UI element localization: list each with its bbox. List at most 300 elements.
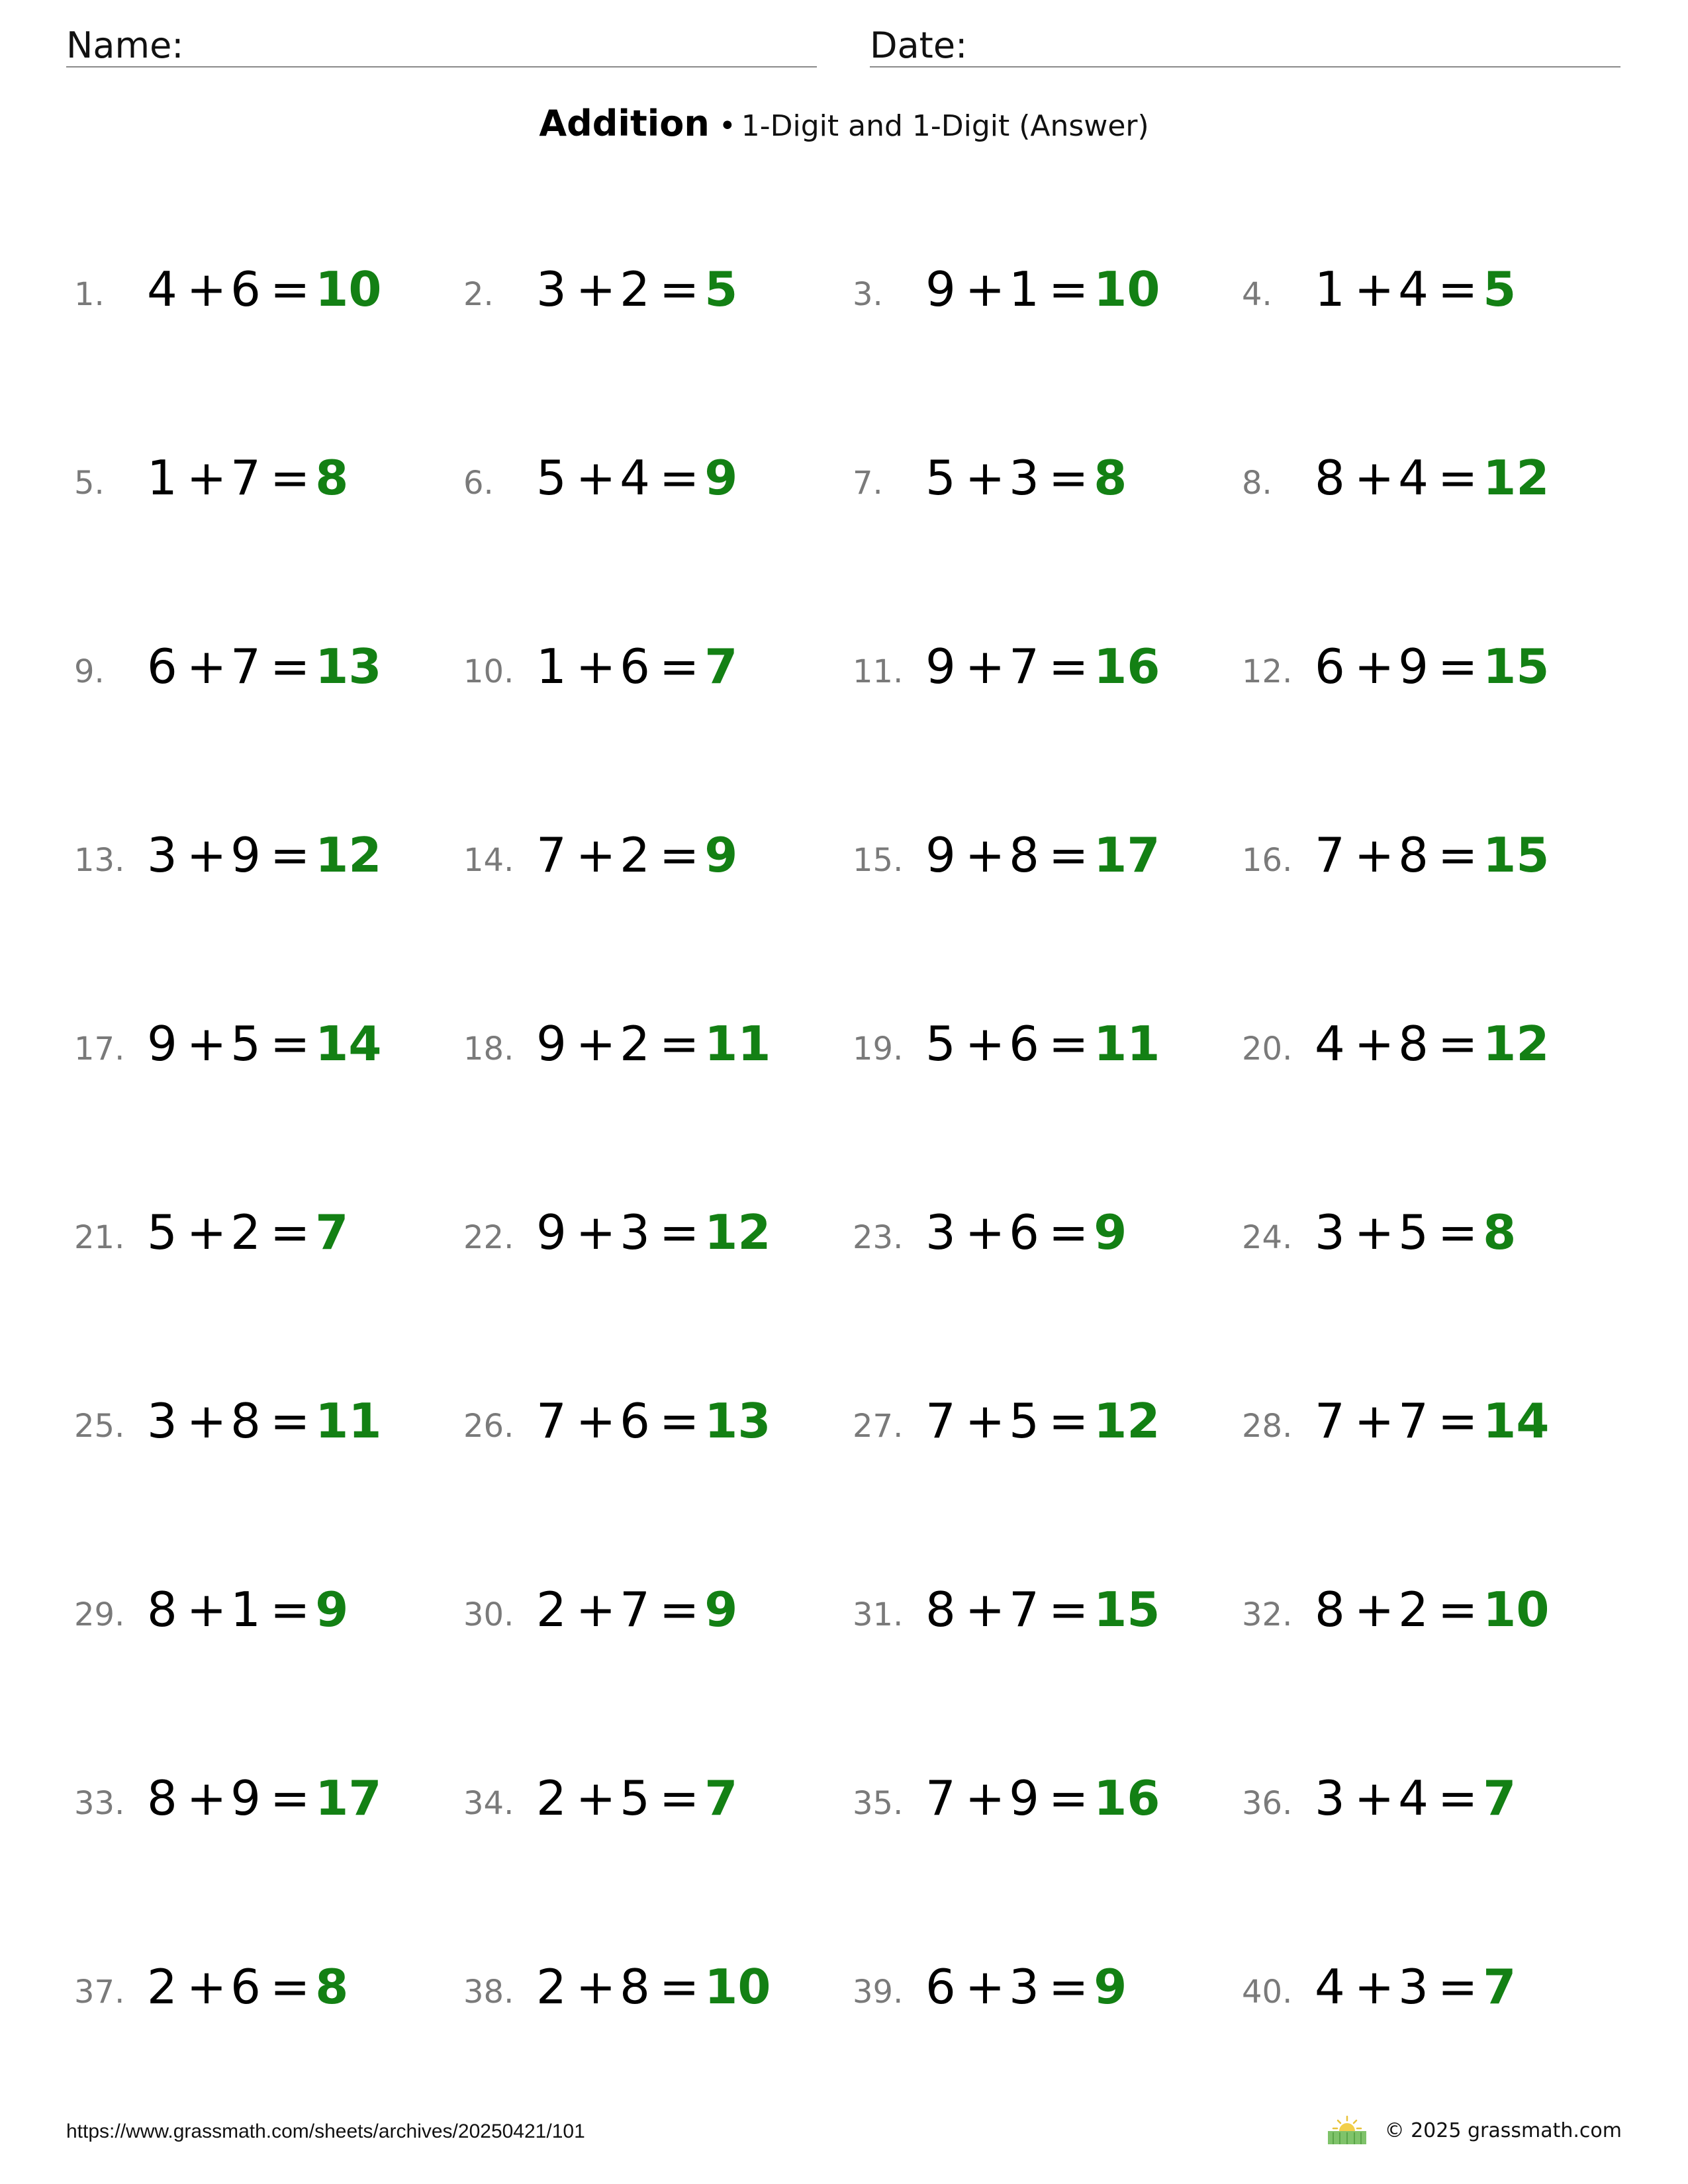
operand-a: 3 [925,1205,956,1260]
problem-number: 19. [853,1030,904,1068]
problem-item [463,1582,834,1641]
operand-b: 6 [230,1959,261,2015]
answer: 11 [704,1016,771,1071]
plus-sign: + [575,1393,616,1449]
operand-b: 2 [620,827,650,883]
problem-item [463,1205,834,1264]
problem-expression [925,1016,1160,1071]
operand-b: 3 [620,1205,650,1260]
problem-expression [925,827,1160,883]
problem-expression [925,1582,1160,1637]
operand-a: 3 [536,261,567,317]
plus-sign: + [575,639,616,694]
problem-item [74,450,445,510]
operand-b: 7 [1398,1393,1429,1449]
operand-a: 4 [1315,1959,1345,2015]
answer: 15 [1483,639,1550,694]
problem-expression [925,1959,1127,2015]
problem-item [74,1393,445,1453]
operand-b: 4 [1398,1770,1429,1826]
problem-expression [1315,261,1517,317]
equals-sign: = [1437,1582,1478,1637]
answer: 17 [1094,827,1160,883]
operand-a: 6 [1315,639,1345,694]
answer: 10 [1094,261,1160,317]
problem-item [463,1959,834,2019]
answer: 15 [1094,1582,1160,1637]
problem-item [1242,1205,1613,1264]
problem-expression [925,1770,1160,1826]
problem-number: 12. [1242,653,1293,690]
answer: 15 [1483,827,1550,883]
problem-number: 37. [74,1974,125,2011]
problem-expression [925,639,1160,694]
problem-number: 36. [1242,1785,1293,1822]
answer: 16 [1094,1770,1160,1826]
problem-item [853,261,1223,321]
problem-item [74,1016,445,1075]
operand-b: 8 [1398,1016,1429,1071]
operand-b: 7 [230,450,261,506]
operand-b: 4 [1398,450,1429,506]
operand-a: 7 [536,1393,567,1449]
problem-expression [536,1959,771,2015]
answer: 9 [315,1582,349,1637]
operand-b: 5 [230,1016,261,1071]
equals-sign: = [1048,1770,1089,1826]
equals-sign: = [659,1205,700,1260]
operand-b: 2 [1398,1582,1429,1637]
problem-number: 22. [463,1219,514,1256]
problem-number: 30. [463,1596,514,1633]
title-subtitle: 1-Digit and 1-Digit (Answer) [741,109,1149,143]
plus-sign: + [1354,450,1395,506]
equals-sign: = [1437,639,1478,694]
problem-item [1242,1959,1613,2019]
plus-sign: + [1354,639,1395,694]
problem-number: 40. [1242,1974,1293,2011]
operand-b: 9 [1398,639,1429,694]
operand-a: 4 [1315,1016,1345,1071]
problem-number: 1. [74,276,105,313]
operand-b: 7 [230,639,261,694]
plus-sign: + [1354,827,1395,883]
operand-b: 7 [620,1582,650,1637]
answer: 9 [1094,1959,1127,2015]
problem-number: 5. [74,465,105,502]
problem-number: 23. [853,1219,904,1256]
operand-a: 8 [147,1770,177,1826]
problem-item [74,1959,445,2019]
problem-expression [147,1582,349,1637]
equals-sign: = [269,1393,310,1449]
problem-item [1242,639,1613,698]
answer: 14 [1483,1393,1550,1449]
problem-number: 16. [1242,842,1293,879]
problem-expression [536,1770,738,1826]
equals-sign: = [1048,261,1089,317]
problem-number: 13. [74,842,125,879]
equals-sign: = [659,827,700,883]
problem-item [463,261,834,321]
problem-item [463,1770,834,1830]
equals-sign: = [1048,450,1089,506]
problem-number: 27. [853,1408,904,1445]
operand-a: 7 [925,1393,956,1449]
plus-sign: + [964,261,1006,317]
problem-expression [925,1393,1160,1449]
operand-a: 2 [147,1959,177,2015]
answer: 7 [1483,1770,1517,1826]
problem-expression [1315,1393,1550,1449]
equals-sign: = [659,1393,700,1449]
answer: 5 [1483,261,1517,317]
problem-number: 17. [74,1030,125,1068]
equals-sign: = [1437,1770,1478,1826]
plus-sign: + [575,450,616,506]
plus-sign: + [186,1770,227,1826]
problem-expression [536,827,738,883]
name-label: Name: [66,24,184,66]
answer: 8 [1483,1205,1517,1260]
problem-expression [147,1205,349,1260]
problem-item [1242,450,1613,510]
grassmath-logo-icon [1325,2115,1369,2146]
operand-a: 8 [1315,1582,1345,1637]
answer: 12 [1483,1016,1550,1071]
operand-b: 1 [230,1582,261,1637]
operand-a: 7 [536,827,567,883]
operand-a: 3 [147,827,177,883]
plus-sign: + [186,450,227,506]
answer: 9 [704,450,738,506]
equals-sign: = [1437,827,1478,883]
equals-sign: = [269,261,310,317]
answer: 9 [1094,1205,1127,1260]
problem-number: 14. [463,842,514,879]
plus-sign: + [186,1393,227,1449]
title-separator: • [718,109,736,143]
problem-expression [147,1959,349,2015]
operand-b: 5 [1009,1393,1039,1449]
operand-b: 6 [230,261,261,317]
answer: 16 [1094,639,1160,694]
problem-expression [1315,639,1550,694]
answer: 13 [704,1393,771,1449]
plus-sign: + [1354,261,1395,317]
problem-expression [536,1205,771,1260]
problem-expression [536,1016,771,1071]
problem-expression [1315,1016,1550,1071]
operand-b: 9 [1009,1770,1039,1826]
operand-b: 9 [230,827,261,883]
answer: 7 [315,1205,349,1260]
problem-expression [147,261,382,317]
equals-sign: = [269,639,310,694]
problem-number: 18. [463,1030,514,1068]
problem-number: 32. [1242,1596,1293,1633]
plus-sign: + [186,1959,227,2015]
plus-sign: + [575,1205,616,1260]
problem-item [1242,1016,1613,1075]
problem-item [463,450,834,510]
problem-expression [1315,1582,1550,1637]
operand-b: 9 [230,1770,261,1826]
equals-sign: = [659,639,700,694]
operand-a: 8 [1315,450,1345,506]
problem-expression [925,1205,1127,1260]
problem-item [74,261,445,321]
answer: 12 [704,1205,771,1260]
operand-b: 7 [1009,1582,1039,1637]
problem-item [463,827,834,887]
equals-sign: = [1048,1393,1089,1449]
answer: 9 [704,1582,738,1637]
operand-b: 2 [230,1205,261,1260]
problem-item [853,1016,1223,1075]
equals-sign: = [1437,1393,1478,1449]
problem-expression [536,450,738,506]
equals-sign: = [659,450,700,506]
equals-sign: = [269,1205,310,1260]
operand-b: 6 [1009,1205,1039,1260]
problem-expression [1315,1959,1517,2015]
problem-number: 2. [463,276,494,313]
answer: 7 [704,639,738,694]
answer: 5 [704,261,738,317]
title-main: Addition [539,103,710,144]
problem-expression [147,639,382,694]
operand-b: 3 [1009,1959,1039,2015]
operand-a: 3 [1315,1770,1345,1826]
problem-item [1242,261,1613,321]
problem-item [463,1016,834,1075]
problem-number: 29. [74,1596,125,1633]
problem-item [74,827,445,887]
equals-sign: = [1048,1016,1089,1071]
equals-sign: = [269,1959,310,2015]
operand-b: 4 [620,450,650,506]
problem-expression [536,639,738,694]
footer-right [1325,2115,1622,2146]
problem-number: 4. [1242,276,1272,313]
equals-sign: = [659,1016,700,1071]
plus-sign: + [575,1016,616,1071]
problem-expression [147,827,382,883]
operand-b: 3 [1398,1959,1429,2015]
problem-number: 33. [74,1785,125,1822]
problem-expression [1315,827,1550,883]
problem-number: 39. [853,1974,904,2011]
operand-a: 1 [147,450,177,506]
operand-a: 2 [536,1770,567,1826]
equals-sign: = [1048,1205,1089,1260]
equals-sign: = [1048,827,1089,883]
operand-a: 6 [147,639,177,694]
equals-sign: = [269,1582,310,1637]
operand-b: 5 [620,1770,650,1826]
problem-number: 6. [463,465,494,502]
plus-sign: + [186,261,227,317]
operand-a: 7 [925,1770,956,1826]
problem-item [853,1582,1223,1641]
answer: 14 [315,1016,382,1071]
plus-sign: + [1354,1205,1395,1260]
problem-item [74,1582,445,1641]
equals-sign: = [1437,1205,1478,1260]
operand-b: 8 [230,1393,261,1449]
answer: 11 [315,1393,382,1449]
operand-a: 2 [536,1959,567,2015]
problem-number: 34. [463,1785,514,1822]
problem-expression [147,450,349,506]
answer: 10 [704,1959,771,2015]
problem-expression [147,1770,382,1826]
equals-sign: = [1048,1959,1089,2015]
problem-number: 28. [1242,1408,1293,1445]
answer: 10 [1483,1582,1550,1637]
problem-number: 10. [463,653,514,690]
problem-expression [925,261,1160,317]
operand-a: 4 [147,261,177,317]
operand-a: 3 [147,1393,177,1449]
problem-item [853,450,1223,510]
operand-a: 9 [925,827,956,883]
operand-b: 3 [1009,450,1039,506]
footer-url: https://www.grassmath.com/sheets/archives/20250421/101 [66,2120,585,2142]
problem-item [1242,1393,1613,1453]
problem-item [853,1205,1223,1264]
problem-item [1242,1582,1613,1641]
problem-item [853,1959,1223,2019]
plus-sign: + [1354,1770,1395,1826]
operand-b: 8 [1009,827,1039,883]
equals-sign: = [269,1770,310,1826]
problem-expression [536,1582,738,1637]
problem-item [74,639,445,698]
operand-a: 3 [1315,1205,1345,1260]
plus-sign: + [964,639,1006,694]
plus-sign: + [964,1770,1006,1826]
plus-sign: + [186,1016,227,1071]
equals-sign: = [659,1770,700,1826]
operand-a: 7 [1315,827,1345,883]
problem-expression [1315,1205,1517,1260]
operand-a: 6 [925,1959,956,2015]
answer: 12 [1483,450,1550,506]
problem-number: 24. [1242,1219,1293,1256]
problem-number: 35. [853,1785,904,1822]
operand-a: 9 [147,1016,177,1071]
problem-number: 9. [74,653,105,690]
equals-sign: = [269,1016,310,1071]
plus-sign: + [964,1205,1006,1260]
plus-sign: + [575,261,616,317]
equals-sign: = [269,827,310,883]
problem-item [463,639,834,698]
plus-sign: + [186,827,227,883]
problem-number: 38. [463,1974,514,2011]
plus-sign: + [1354,1393,1395,1449]
answer: 12 [1094,1393,1160,1449]
operand-a: 1 [536,639,567,694]
operand-a: 9 [536,1205,567,1260]
plus-sign: + [1354,1959,1395,2015]
operand-a: 5 [925,450,956,506]
footer-copyright: © 2025 grassmath.com [1384,2118,1622,2142]
plus-sign: + [964,827,1006,883]
equals-sign: = [1437,1959,1478,2015]
answer: 9 [704,827,738,883]
answer: 8 [315,450,349,506]
date-label: Date: [870,24,968,66]
operand-a: 5 [147,1205,177,1260]
answer: 11 [1094,1016,1160,1071]
operand-b: 7 [1009,639,1039,694]
equals-sign: = [1048,639,1089,694]
problem-number: 3. [853,276,883,313]
problem-expression [1315,450,1550,506]
equals-sign: = [1048,1582,1089,1637]
operand-a: 8 [925,1582,956,1637]
problem-item [853,1393,1223,1453]
answer: 10 [315,261,382,317]
problem-expression [147,1016,382,1071]
operand-a: 9 [925,639,956,694]
operand-b: 2 [620,1016,650,1071]
plus-sign: + [575,827,616,883]
answer: 7 [704,1770,738,1826]
answer: 8 [315,1959,349,2015]
plus-sign: + [186,639,227,694]
operand-b: 8 [620,1959,650,2015]
problem-number: 7. [853,465,883,502]
answer: 7 [1483,1959,1517,2015]
problem-item [463,1393,834,1453]
operand-a: 1 [1315,261,1345,317]
problem-number: 8. [1242,465,1272,502]
operand-b: 6 [1009,1016,1039,1071]
plus-sign: + [964,1959,1006,2015]
operand-b: 1 [1009,261,1039,317]
plus-sign: + [1354,1582,1395,1637]
problem-expression [925,450,1127,506]
problem-item [1242,1770,1613,1830]
equals-sign: = [1437,450,1478,506]
equals-sign: = [659,1959,700,2015]
equals-sign: = [659,261,700,317]
equals-sign: = [1437,1016,1478,1071]
equals-sign: = [659,1582,700,1637]
plus-sign: + [575,1959,616,2015]
operand-a: 5 [925,1016,956,1071]
plus-sign: + [1354,1016,1395,1071]
plus-sign: + [186,1205,227,1260]
problem-expression [1315,1770,1517,1826]
plus-sign: + [575,1770,616,1826]
problem-expression [147,1393,382,1449]
operand-b: 2 [620,261,650,317]
operand-b: 4 [1398,261,1429,317]
plus-sign: + [964,450,1006,506]
problem-item [1242,827,1613,887]
operand-a: 8 [147,1582,177,1637]
problem-number: 25. [74,1408,125,1445]
problem-item [853,639,1223,698]
problem-number: 26. [463,1408,514,1445]
plus-sign: + [964,1582,1006,1637]
problem-item [853,827,1223,887]
